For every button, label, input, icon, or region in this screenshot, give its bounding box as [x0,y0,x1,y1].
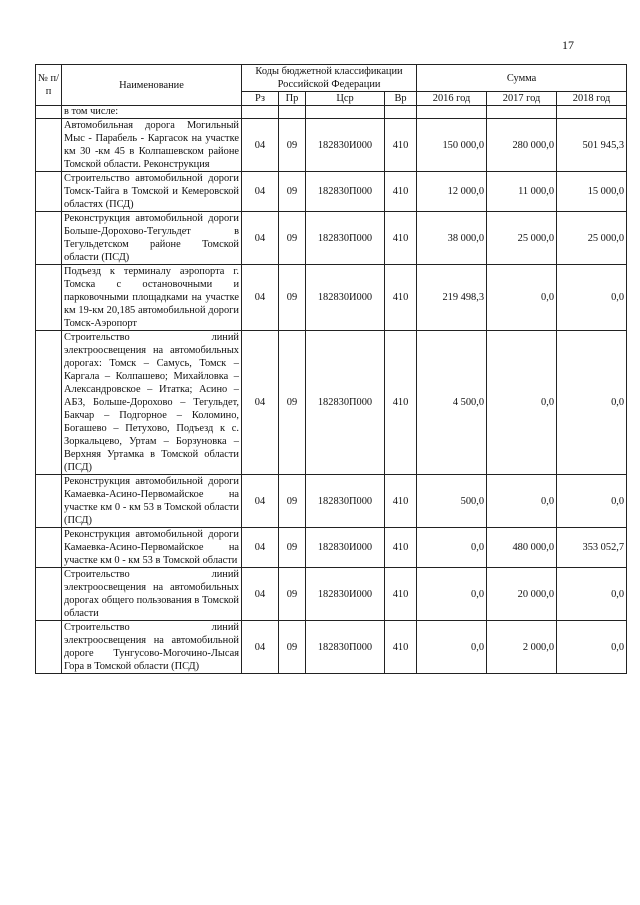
cell-2018: 501 945,3 [557,119,627,172]
cell-pr: 09 [279,265,306,331]
cell-vr: 410 [385,475,417,528]
cell-csr: 182830П000 [306,331,385,475]
cell-vr: 410 [385,568,417,621]
cell-name: Реконструкция автомобильной дороги Камаевка-Асино-Первомайское на участке км 0 - км 53 в Томской области (ПСД) [62,475,242,528]
cell-2018: 353 052,7 [557,528,627,568]
cell-2016: 500,0 [417,475,487,528]
header-csr: Цср [306,92,385,106]
cell-csr: 182830И000 [306,119,385,172]
subheading-label: в том числе: [62,106,242,119]
header-pr: Пр [279,92,306,106]
cell-2016: 12 000,0 [417,172,487,212]
table-row [36,172,627,212]
header-rz: Рз [242,92,279,106]
cell-pr: 09 [279,475,306,528]
cell-2017: 11 000,0 [487,172,557,212]
page-number: 17 [562,38,574,52]
cell-vr: 410 [385,621,417,674]
cell-num [36,331,62,475]
cell-csr: 182830П000 [306,212,385,265]
cell-num [36,212,62,265]
cell-num [36,568,62,621]
header-num: № п/п [36,65,62,106]
cell-vr: 410 [385,172,417,212]
subheading-row [36,106,627,119]
table-row [36,475,627,528]
cell-2016: 0,0 [417,568,487,621]
cell-pr: 09 [279,568,306,621]
cell-2017: 0,0 [487,331,557,475]
cell-vr: 410 [385,119,417,172]
table-row [36,265,627,331]
cell-pr: 09 [279,621,306,674]
cell-num [36,528,62,568]
cell-csr: 182830П000 [306,475,385,528]
cell-rz: 04 [242,331,279,475]
cell-rz: 04 [242,568,279,621]
cell-rz: 04 [242,621,279,674]
cell-2017: 0,0 [487,265,557,331]
cell-name: Строительство автомобильной дороги Томск-Тайга в Томской и Кемеровской областях (ПСД) [62,172,242,212]
cell-2018: 0,0 [557,568,627,621]
header-sum: Сумма [417,65,627,92]
cell-pr: 09 [279,528,306,568]
cell-name: Строительство линий электроосвещения на автомобильных дорогах общего пользования в Томской области [62,568,242,621]
cell-2016: 0,0 [417,621,487,674]
cell-csr: 182830П000 [306,172,385,212]
cell-pr: 09 [279,331,306,475]
cell-num [36,621,62,674]
cell-2016: 150 000,0 [417,119,487,172]
cell-2016: 4 500,0 [417,331,487,475]
cell-2017: 20 000,0 [487,568,557,621]
table-row [36,212,627,265]
cell-2018: 15 000,0 [557,172,627,212]
cell-csr: 182830П000 [306,621,385,674]
cell-2018: 0,0 [557,331,627,475]
cell-vr: 410 [385,528,417,568]
table-row [36,528,627,568]
cell-pr: 09 [279,212,306,265]
cell-name: Строительство линий электроосвещения на автомобильной дороге Тунгусово-Могочино-Лысая Гора в Томской области (ПСД) [62,621,242,674]
cell-2017: 25 000,0 [487,212,557,265]
cell-rz: 04 [242,265,279,331]
header-2017: 2017 год [487,92,557,106]
cell-2016: 38 000,0 [417,212,487,265]
cell-csr: 182830И000 [306,568,385,621]
cell-2017: 0,0 [487,475,557,528]
cell-2017: 480 000,0 [487,528,557,568]
header-2016: 2016 год [417,92,487,106]
cell-name: Реконструкция автомобильной дороги Больше-Дорохово-Тегульдет в Тегульдетском районе Томской области (ПСД) [62,212,242,265]
cell-name: Подъезд к терминалу аэропорта г. Томска с остановочными и парковочными площадками на участке км 19-км 20,185 автомобильной дороги Томск-Аэропорт [62,265,242,331]
cell-2016: 0,0 [417,528,487,568]
cell-rz: 04 [242,475,279,528]
cell-csr: 182830И000 [306,265,385,331]
header-codes: Коды бюджетной классификации Российской Федерации [242,65,417,92]
cell-2017: 280 000,0 [487,119,557,172]
cell-num [36,475,62,528]
cell-name: Строительство линий электроосвещения на автомобильных дорогах: Томск – Самусь, Томск – Каргала – Колпашево; Михайловка – Александровское – Итатка; Асино – АБЗ, Больше-Дорохово – Тегульдет, Бакчар – Подгорное – Коломино, Богашево – Петухово, Подъезд к с. Зоркальцево, Уртам – Борзуновка – Верхняя Уртамка в Томской области (ПСД) [62,331,242,475]
cell-vr: 410 [385,331,417,475]
cell-rz: 04 [242,528,279,568]
cell-2018: 25 000,0 [557,212,627,265]
cell-vr: 410 [385,265,417,331]
cell-2017: 2 000,0 [487,621,557,674]
table-row [36,621,627,674]
cell-rz: 04 [242,119,279,172]
cell-2018: 0,0 [557,621,627,674]
cell-pr: 09 [279,119,306,172]
cell-2016: 219 498,3 [417,265,487,331]
cell-2018: 0,0 [557,475,627,528]
cell-vr: 410 [385,212,417,265]
header-2018: 2018 год [557,92,627,106]
header-vr: Вр [385,92,417,106]
cell-num [36,172,62,212]
header-name: Наименование [62,65,242,106]
cell-name: Реконструкция автомобильной дороги Камаевка-Асино-Первомайское на участке км 0 - км 53 в Томской области [62,528,242,568]
table-row [36,568,627,621]
budget-table [35,64,627,674]
cell-csr: 182830И000 [306,528,385,568]
cell-name: Автомобильная дорога Могильный Мыс - Парабель - Каргасок на участке км 30 -км 45 в Колпашевском районе Томской области. Реконструкция [62,119,242,172]
table-row [36,119,627,172]
cell-num [36,119,62,172]
cell-rz: 04 [242,172,279,212]
cell-rz: 04 [242,212,279,265]
cell-2018: 0,0 [557,265,627,331]
cell-num [36,265,62,331]
cell-pr: 09 [279,172,306,212]
table-row [36,331,627,475]
